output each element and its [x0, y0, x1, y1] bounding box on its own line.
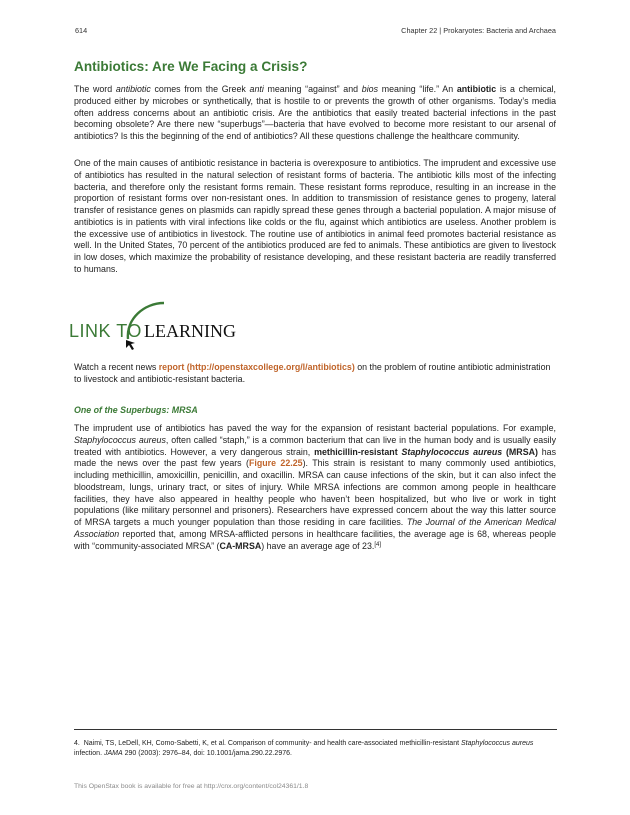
antibiotics-report-link[interactable]: report (http://openstaxcollege.org/l/antibiotics) [158, 362, 355, 372]
superbugs-subheading: One of the Superbugs: MRSA [74, 405, 198, 415]
link-to-learning-logo [66, 297, 238, 353]
page-footer: This OpenStax book is available for free at http://cnx.org/content/col24361/1.8 [74, 783, 309, 790]
paragraph-mrsa: The imprudent use of antibiotics has paved the way for the expansion of resistant bacterial populations. For example, Staphylococcus aureus, often called “staph,” is a common bacterium that can live in the human body and is usually easily treated with antibiotics. However, a very dangerous strain, methicillin-resistant Staphylococcus aureus (MRSA) has made the news over the past few years (Figure 22.25). This strain is resistant to many commonly used antibiotics, including methicillin, amoxicillin, penicillin, and oxacillin. MRSA can cause infections of the skin, but it can also infect the bloodstream, lungs, urinary tract, or sites of injury. While MRSA infections are common among people in healthcare facilities, they have also appeared in healthy people who haven’t been hospitalized, but who live or work in tight populations (like military personnel and prisoners). Researchers have expressed concern about the way this latter source of MRSA targets a much younger population than those residing in care facilities. The Journal of the American Medical Association reported that, among MRSA-afflicted persons in healthcare facilities, the average age is 68, whereas people with “community-associated MRSA” (CA-MRSA) have an average age of 23.[4] [74, 423, 557, 551]
paragraph-antibiotic-definition: The word antibiotic comes from the Greek anti meaning “against” and bios meaning “life.” An antibiotic is a chemical, produced either by microbes or synthetically, that is hostile to or prevents the growth of other organisms. Today’s media often address concerns about an antibiotic crisis. Are the antibiotics that easily treated bacterial infections in the past becoming obsolete? Are there new “superbugs”—bacteria that have evolved to become more resistant to our arsenal of antibiotics? Is this the beginning of the end of antibiotics? All these questions challenge the healthcare community. [74, 84, 557, 141]
figure-22-25-link[interactable]: Figure 22.25 [248, 458, 303, 469]
footnote-divider [74, 729, 557, 730]
term-antibiotic: antibiotic [456, 84, 497, 94]
term-ca-mrsa: CA-MRSA [219, 540, 262, 551]
footnote-4: 4. Naimi, TS, LeDell, KH, Como-Sabetti, K, et al. Comparison of community- and health care-associated methicillin-resistant Staphylococcus aureus infection. JAMA 290 (2003): 2976–84, doi: 10.1001/jama.290.22.2976. [74, 740, 534, 757]
logo-text-learning: LEARNING [144, 321, 236, 341]
section-title: Antibiotics: Are We Facing a Crisis? [74, 59, 308, 74]
logo-text-link-to: LINK TO [69, 321, 142, 341]
footnote-ref[interactable]: [4] [374, 541, 381, 548]
paragraph-resistance-causes: One of the main causes of antibiotic resistance in bacteria is overexposure to antibiotics. The imprudent and excessive use of antibiotics has resulted in the natural selection of resistant forms of bacteria. The antibiotic kills most of the infecting bacteria, and therefore only the resistant forms remain. These resistant forms reproduce, resulting in an increase in the proportion of resistant forms over non-resistant ones. In addition to transmission of resistance genes to progeny, lateral transfer of resistance genes on plasmids can rapidly spread these genes through a bacterial population. A major misuse of antibiotics is in patients with viral infections like colds or the flu, against which antibiotics are useless. Another problem is the excessive use of antibiotics in livestock. The routine use of antibiotics in animal feed promotes bacterial resistance as well. In the United States, 70 percent of the antibiotics produced are fed to animals. These antibiotics are given to livestock in low doses, which maximize the probability of resistance developing, and these resistant bacteria are readily transferred to humans. [74, 158, 556, 274]
page-number: 614 [75, 26, 88, 35]
term-mrsa: methicillin-resistant [314, 446, 402, 457]
link-to-learning-text: Watch a recent news report (http://openstaxcollege.org/l/antibiotics) on the problem of routine antibiotic administration to livestock and antibiotic-resistant bacteria. [74, 362, 551, 384]
chapter-header: Chapter 22 | Prokaryotes: Bacteria and Archaea [401, 26, 556, 35]
